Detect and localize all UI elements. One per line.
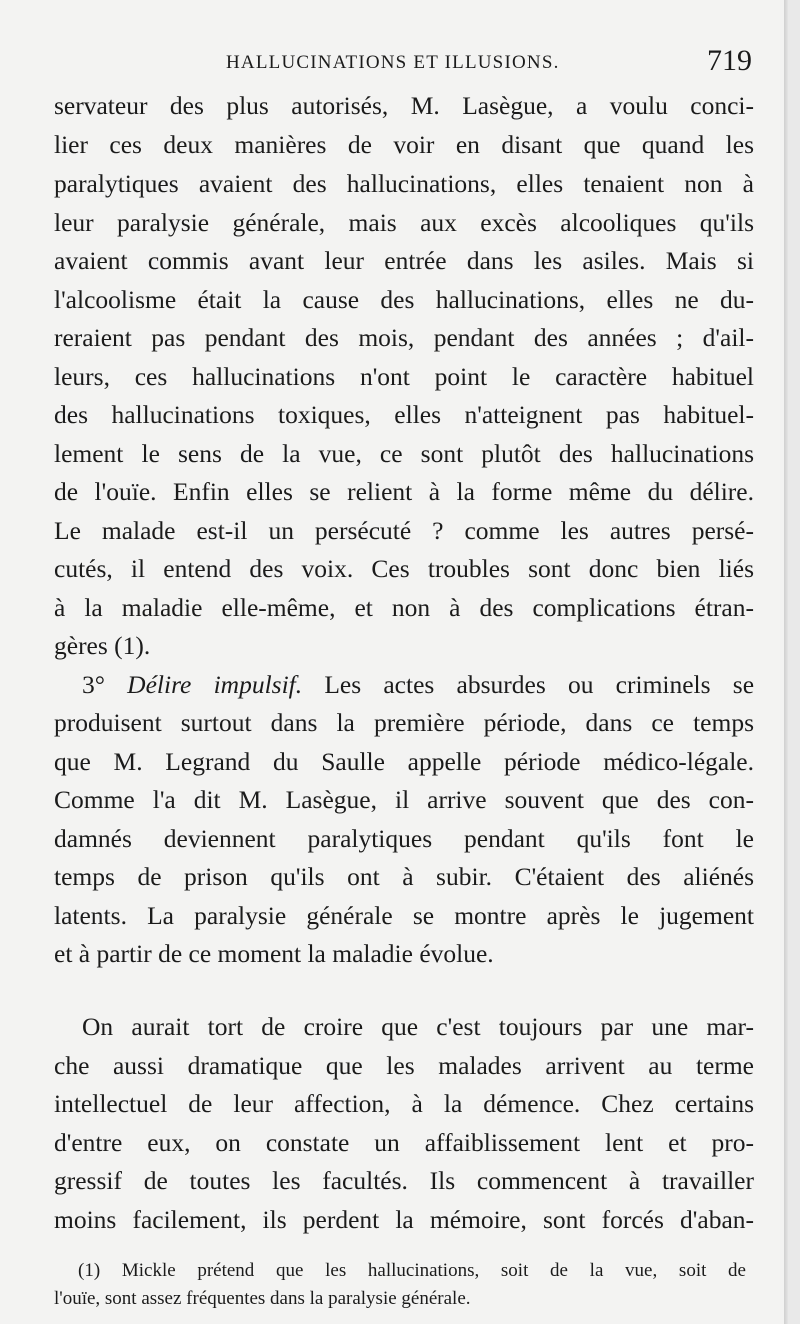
text-line: produisent surtout dans la première période, dans ce temps bbox=[54, 708, 754, 737]
footnote-line: l'ouïe, sont assez fréquentes dans la paralysie générale. bbox=[54, 1288, 471, 1309]
section-text: Les actes absurdes ou criminels se bbox=[302, 670, 755, 699]
running-title: HALLUCINATIONS ET ILLUSIONS. bbox=[226, 52, 560, 73]
text-line: damnés deviennent paralytiques pendant qu'ils font le bbox=[54, 824, 754, 853]
text-line: temps de prison qu'ils ont à subir. C'étaient des aliénés bbox=[54, 862, 754, 891]
text-line: servateur des plus autorisés, M. Lasègue, a voulu conci- bbox=[54, 91, 754, 120]
page-number: 719 bbox=[707, 44, 752, 77]
text-line: reraient pas pendant des mois, pendant des années ; d'ail- bbox=[54, 323, 754, 352]
text-line: paralytiques avaient des hallucinations, elles tenaient non à bbox=[54, 169, 754, 198]
text-line: avaient commis avant leur entrée dans les asiles. Mais si bbox=[54, 246, 754, 275]
text-line: lier ces deux manières de voir en disant que quand les bbox=[54, 130, 754, 159]
text-line: On aurait tort de croire que c'est toujours par une mar- bbox=[82, 1012, 754, 1041]
text-line: gressif de toutes les facultés. Ils commencent à travailler bbox=[54, 1166, 754, 1195]
text-line: latents. La paralysie générale se montre après le jugement bbox=[54, 901, 754, 930]
text-line: d'entre eux, on constate un affaiblissement lent et pro- bbox=[54, 1128, 754, 1157]
footnote-line: (1) Mickle prétend que les hallucinations, soit de la vue, soit de bbox=[78, 1260, 746, 1281]
text-line: que M. Legrand du Saulle appelle période médico-légale. bbox=[54, 747, 754, 776]
section-number: 3° bbox=[82, 670, 105, 699]
text-line: Comme l'a dit M. Lasègue, il arrive souvent que des con- bbox=[54, 785, 754, 814]
text-line: à la maladie elle-même, et non à des complications étran- bbox=[54, 593, 754, 622]
text-line: de l'ouïe. Enfin elles se relient à la forme même du délire. bbox=[54, 477, 754, 506]
text-line: moins facilement, ils perdent la mémoire, sont forcés d'aban- bbox=[54, 1205, 754, 1234]
text-line: gères (1). bbox=[54, 631, 151, 660]
running-head bbox=[56, 44, 752, 84]
text-line: l'alcoolisme était la cause des hallucinations, elles ne du- bbox=[54, 285, 754, 314]
section-heading-line bbox=[54, 667, 754, 703]
text-line: des hallucinations toxiques, elles n'atteignent pas habituel- bbox=[54, 400, 754, 429]
text-line: leurs, ces hallucinations n'ont point le caractère habituel bbox=[54, 362, 754, 391]
text-line: cutés, il entend des voix. Ces troubles sont donc bien liés bbox=[54, 554, 754, 583]
text-line: lement le sens de la vue, ce sont plutôt des hallucinations bbox=[54, 439, 754, 468]
text-line: Le malade est-il un persécuté ? comme les autres persé- bbox=[54, 516, 754, 545]
text-line: et à partir de ce moment la maladie évolue. bbox=[54, 939, 494, 968]
section-title: Délire impulsif. bbox=[127, 670, 303, 699]
text-line: intellectuel de leur affection, à la démence. Chez certains bbox=[54, 1089, 754, 1118]
text-line: leur paralysie générale, mais aux excès alcooliques qu'ils bbox=[54, 208, 754, 237]
text-line: che aussi dramatique que les malades arrivent au terme bbox=[54, 1051, 754, 1080]
